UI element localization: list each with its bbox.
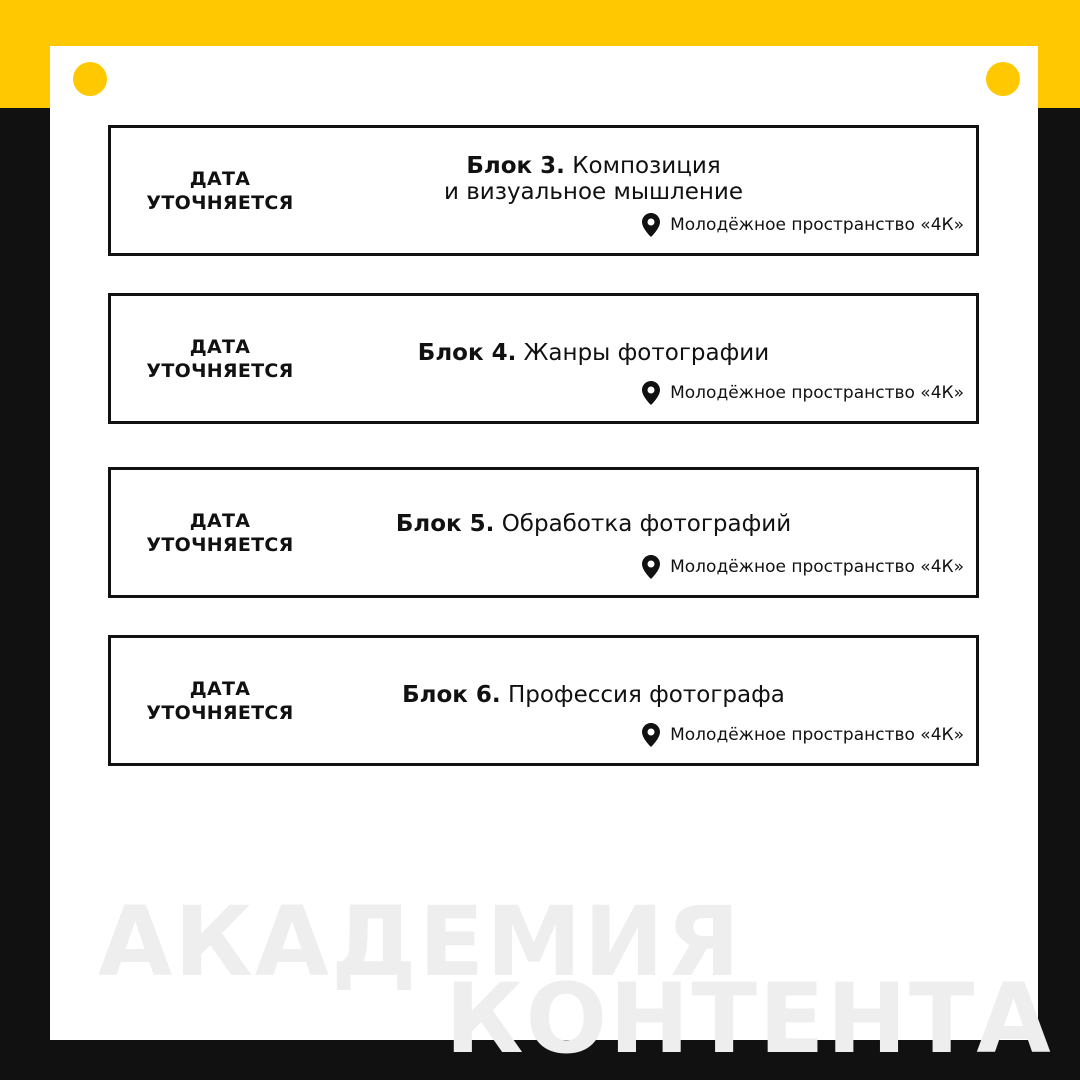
date-label [111, 128, 329, 253]
location-text: Молодёжное пространство «4К» [670, 725, 964, 745]
block-topic: Профессия фотографа [507, 682, 785, 708]
location-text: Молодёжное пространство «4К» [670, 215, 964, 235]
schedule-block-4 [108, 293, 979, 424]
date-label [111, 638, 329, 763]
location-text: Молодёжное пространство «4К» [670, 383, 964, 403]
watermark-line-2: КОНТЕНТА [445, 963, 1053, 1075]
map-pin-icon [642, 555, 660, 579]
yellow-dot-left [73, 62, 107, 96]
date-label [111, 470, 329, 595]
block-number: Блок 5. [395, 511, 495, 537]
location-text: Молодёжное пространство «4К» [670, 557, 964, 577]
date-line-2: УТОЧНЯЕТСЯ [146, 359, 294, 382]
block-topic: Обработка фотографий [501, 511, 792, 537]
location [642, 213, 964, 237]
block-number: Блок 3. [466, 153, 565, 179]
date-label [111, 296, 329, 421]
yellow-dot-right [986, 62, 1020, 96]
block-title [331, 511, 856, 537]
block-title [331, 153, 856, 205]
block-number: Блок 4. [417, 340, 517, 366]
map-pin-icon [642, 381, 660, 405]
date-line-1: ДАТА [189, 167, 251, 190]
date-line-2: УТОЧНЯЕТСЯ [146, 701, 294, 724]
schedule-block-5 [108, 467, 979, 598]
block-number: Блок 6. [402, 682, 501, 708]
schedule-block-6 [108, 635, 979, 766]
date-line-1: ДАТА [189, 677, 251, 700]
date-line-2: УТОЧНЯЕТСЯ [146, 191, 294, 214]
date-line-1: ДАТА [189, 335, 251, 358]
date-line-1: ДАТА [189, 509, 251, 532]
map-pin-icon [642, 723, 660, 747]
location [642, 723, 964, 747]
content-card [50, 46, 1053, 1075]
block-topic: Композиция [572, 153, 721, 179]
block-title [331, 682, 856, 708]
block-topic-line-2: и визуальное мышление [443, 179, 744, 205]
watermark-line-1: АКАДЕМИЯ [98, 886, 742, 998]
schedule-block-3 [108, 125, 979, 256]
location [642, 555, 964, 579]
block-title [331, 340, 856, 366]
block-topic: Жанры фотографии [523, 340, 770, 366]
map-pin-icon [642, 213, 660, 237]
location [642, 381, 964, 405]
date-line-2: УТОЧНЯЕТСЯ [146, 533, 294, 556]
